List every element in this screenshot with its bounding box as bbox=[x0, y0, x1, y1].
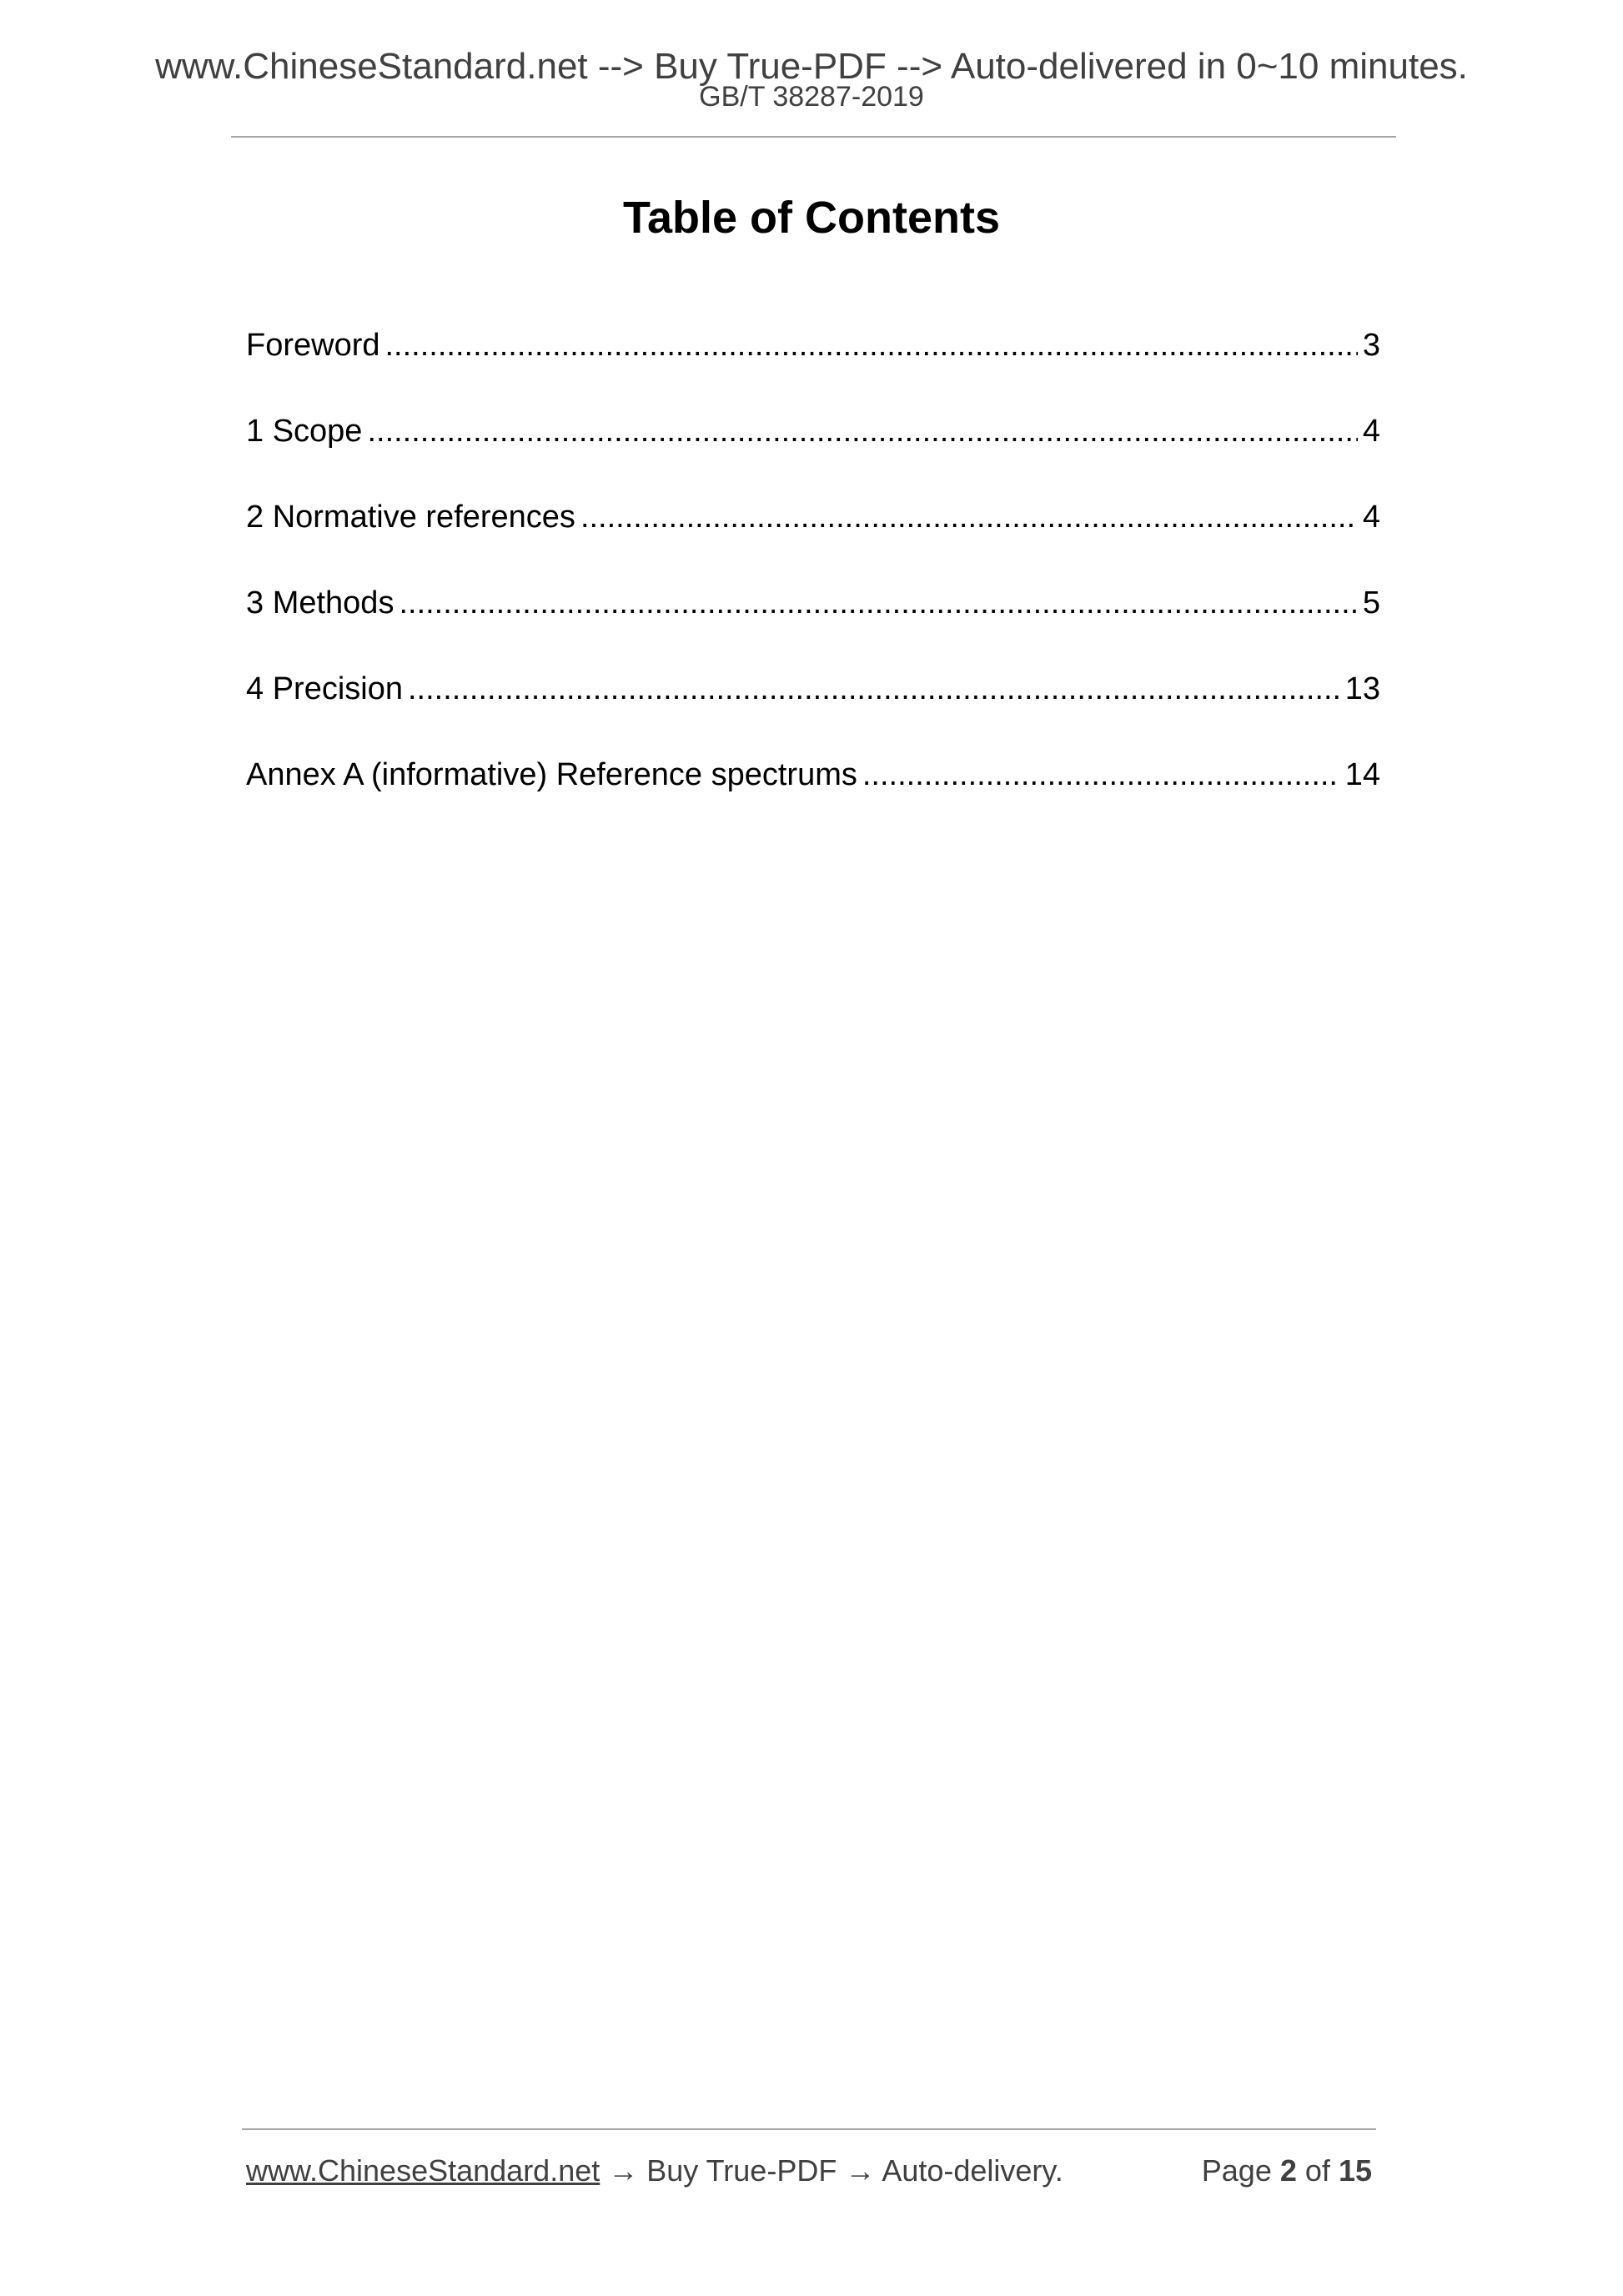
toc-dot-leader bbox=[367, 406, 1357, 456]
toc-entry-label: 2 Normative references bbox=[246, 500, 575, 535]
page-word: Page bbox=[1201, 2153, 1272, 2188]
toc-entry-annex-a[interactable] bbox=[246, 750, 1380, 836]
total-pages-number: 15 bbox=[1338, 2153, 1372, 2188]
toc-dot-leader bbox=[399, 578, 1357, 628]
page-indicator bbox=[1202, 2150, 1372, 2192]
toc-entry-label: 4 Precision bbox=[246, 671, 403, 706]
toc-entry-label: Annex A (informative) Reference spectrums bbox=[246, 757, 857, 792]
table-of-contents bbox=[246, 320, 1380, 836]
toc-entry-label: 1 Scope bbox=[246, 414, 363, 449]
footer-site-link[interactable]: www.ChineseStandard.net bbox=[246, 2153, 600, 2188]
toc-entry-normative-references[interactable] bbox=[246, 492, 1380, 578]
toc-entry-precision[interactable] bbox=[246, 664, 1380, 750]
footer-tagline: → Buy True-PDF → Auto-delivery. bbox=[600, 2153, 1063, 2188]
footer-divider bbox=[242, 2128, 1376, 2130]
of-word: of bbox=[1304, 2153, 1330, 2188]
toc-dot-leader bbox=[408, 664, 1340, 714]
toc-entry-label: Foreword bbox=[246, 328, 380, 363]
footer-promo bbox=[246, 2150, 1063, 2192]
toc-entry-page: 4 bbox=[1362, 414, 1380, 449]
toc-entry-page: 3 bbox=[1362, 328, 1380, 363]
toc-entry-methods[interactable] bbox=[246, 578, 1380, 664]
toc-entry-page: 4 bbox=[1362, 500, 1380, 535]
page-title: Table of Contents bbox=[623, 193, 1000, 243]
toc-dot-leader bbox=[580, 492, 1358, 542]
header-banner: www.ChineseStandard.net --> Buy True-PDF --> Auto-delivered in 0~10 minutes. bbox=[155, 46, 1468, 87]
header-divider bbox=[231, 136, 1396, 138]
toc-entry-scope[interactable] bbox=[246, 406, 1380, 492]
toc-entry-page: 5 bbox=[1362, 585, 1380, 620]
toc-entry-page: 14 bbox=[1344, 757, 1380, 792]
current-page-number: 2 bbox=[1279, 2153, 1297, 2188]
toc-dot-leader bbox=[385, 320, 1358, 370]
toc-entry-label: 3 Methods bbox=[246, 585, 394, 620]
toc-entry-page: 13 bbox=[1344, 671, 1380, 706]
standard-code: GB/T 38287-2019 bbox=[699, 81, 924, 113]
toc-entry-foreword[interactable] bbox=[246, 320, 1380, 406]
toc-dot-leader bbox=[862, 750, 1340, 800]
